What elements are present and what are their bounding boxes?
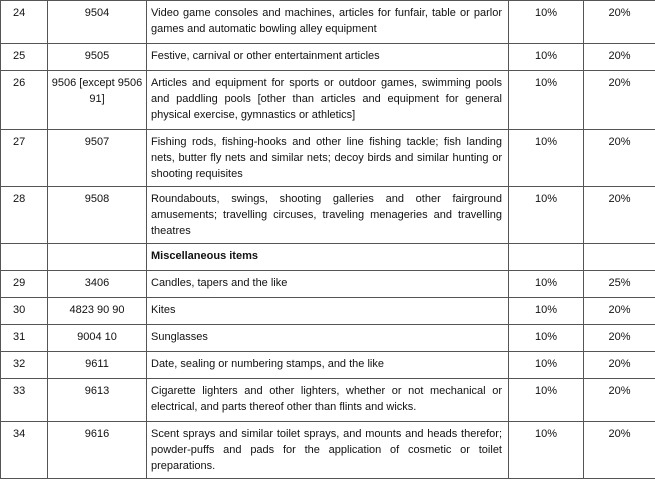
hsn-code: 9616 <box>48 422 147 479</box>
empty-cell <box>1 244 48 271</box>
description: Roundabouts, swings, shooting galleries and other fairground amusements; travelling circuses, traveling menageries and travelling theatres <box>147 187 509 244</box>
table-row <box>1 298 655 325</box>
rate-1: 10% <box>509 352 584 379</box>
description: Festive, carnival or other entertainment articles <box>147 44 509 71</box>
rate-1: 10% <box>509 298 584 325</box>
description: Video game consoles and machines, articles for funfair, table or parlor games and automatic bowling alley equipment <box>147 1 509 44</box>
table-row <box>1 130 655 187</box>
table-row <box>1 187 655 244</box>
description: Date, sealing or numbering stamps, and the like <box>147 352 509 379</box>
serial-number: 26 <box>1 71 48 130</box>
table-body <box>1 1 655 479</box>
rate-2: 20% <box>584 71 655 130</box>
table-row <box>1 1 655 44</box>
serial-number: 29 <box>1 271 48 298</box>
hsn-code: 9611 <box>48 352 147 379</box>
hsn-code: 9004 10 <box>48 325 147 352</box>
rate-1: 10% <box>509 44 584 71</box>
hsn-code: 9504 <box>48 1 147 44</box>
rate-1: 10% <box>509 422 584 479</box>
rate-2: 20% <box>584 1 655 44</box>
serial-number: 34 <box>1 422 48 479</box>
empty-cell <box>48 244 147 271</box>
description: Fishing rods, fishing-hooks and other line fishing tackle; fish landing nets, butter fly nets and similar nets; decoy birds and similar hunting or shooting requisites <box>147 130 509 187</box>
table-row <box>1 422 655 479</box>
description: Candles, tapers and the like <box>147 271 509 298</box>
rate-1: 10% <box>509 379 584 422</box>
rate-2: 20% <box>584 422 655 479</box>
hsn-code: 4823 90 90 <box>48 298 147 325</box>
rate-1: 10% <box>509 130 584 187</box>
description: Scent sprays and similar toilet sprays, and mounts and heads therefor; powder-puffs and pads for the application of cosmetic or toilet preparations. <box>147 422 509 479</box>
description: Articles and equipment for sports or outdoor games, swimming pools and paddling pools [other than articles and equipment for general physical exercise, gymnastics or athletics] <box>147 71 509 130</box>
description: Kites <box>147 298 509 325</box>
rate-1: 10% <box>509 325 584 352</box>
rate-2: 20% <box>584 130 655 187</box>
section-heading-row <box>1 244 655 271</box>
rate-1: 10% <box>509 271 584 298</box>
rate-1: 10% <box>509 1 584 44</box>
table-row <box>1 352 655 379</box>
table-row <box>1 325 655 352</box>
rate-2: 20% <box>584 379 655 422</box>
table-row <box>1 71 655 130</box>
rate-2: 20% <box>584 187 655 244</box>
serial-number: 25 <box>1 44 48 71</box>
hsn-code: 9613 <box>48 379 147 422</box>
serial-number: 30 <box>1 298 48 325</box>
rate-2: 20% <box>584 325 655 352</box>
empty-cell <box>584 244 655 271</box>
rate-1: 10% <box>509 71 584 130</box>
rate-2: 20% <box>584 352 655 379</box>
table-row <box>1 271 655 298</box>
serial-number: 33 <box>1 379 48 422</box>
description: Sunglasses <box>147 325 509 352</box>
hsn-code: 9508 <box>48 187 147 244</box>
rate-2: 20% <box>584 298 655 325</box>
hsn-code: 9505 <box>48 44 147 71</box>
description: Cigarette lighters and other lighters, whether or not mechanical or electrical, and parts thereof other than flints and wicks. <box>147 379 509 422</box>
serial-number: 31 <box>1 325 48 352</box>
rate-2: 20% <box>584 44 655 71</box>
table-row <box>1 44 655 71</box>
hsn-code: 3406 <box>48 271 147 298</box>
section-heading: Miscellaneous items <box>147 244 509 271</box>
hsn-code: 9507 <box>48 130 147 187</box>
rate-2: 25% <box>584 271 655 298</box>
hsn-code: 9506 [except 9506 91] <box>48 71 147 130</box>
rate-1: 10% <box>509 187 584 244</box>
serial-number: 24 <box>1 1 48 44</box>
serial-number: 28 <box>1 187 48 244</box>
empty-cell <box>509 244 584 271</box>
serial-number: 27 <box>1 130 48 187</box>
serial-number: 32 <box>1 352 48 379</box>
table-row <box>1 379 655 422</box>
